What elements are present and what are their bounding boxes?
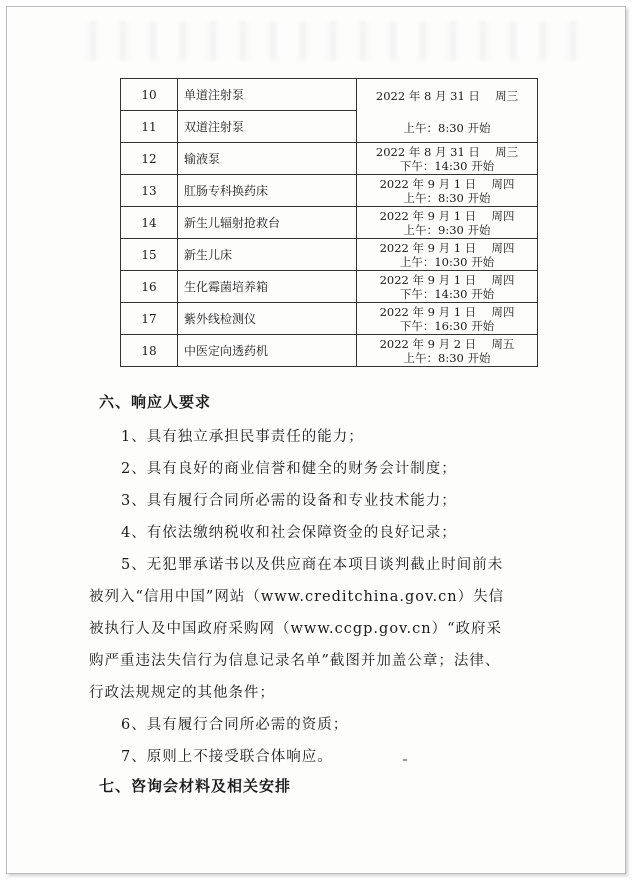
meeting-time: 下午：14:30 开始 <box>399 286 495 301</box>
table-row <box>121 79 538 111</box>
row-number: 11 <box>121 111 178 143</box>
meeting-time: 上午：8:30 开始 <box>403 190 491 205</box>
meeting-date: 2022 年 9 月 1 日 周四 <box>379 304 515 319</box>
meeting-time: 上午：8:30 开始 <box>403 121 491 135</box>
scan-speck <box>403 759 407 761</box>
device-name: 单道注射泵 <box>178 79 357 111</box>
device-name: 生化霉菌培养箱 <box>178 271 357 303</box>
requirement-item: 4、有依法缴纳税收和社会保障资金的良好记录； <box>121 525 457 541</box>
device-name: 新生儿床 <box>178 239 357 271</box>
table-row <box>121 271 538 303</box>
requirement-item: 2、具有良好的商业信誉和健全的财务会计制度； <box>121 461 457 477</box>
requirement-item: 3、具有履行合同所必需的设备和专业技术能力； <box>121 493 457 509</box>
schedule-cell <box>357 239 538 271</box>
row-number: 10 <box>121 79 178 111</box>
meeting-date: 2022 年 9 月 1 日 周四 <box>379 208 515 223</box>
schedule-table <box>120 78 538 367</box>
device-name: 新生儿辐射抢救台 <box>178 207 357 239</box>
device-name: 双道注射泵 <box>178 111 357 143</box>
section-6-heading: 六、响应人要求 <box>99 393 212 411</box>
requirement-item: 7、原则上不接受联合体响应。 <box>121 749 333 765</box>
row-number: 16 <box>121 271 178 303</box>
meeting-time: 上午：9:30 开始 <box>403 222 491 237</box>
requirement-item-5-line3: 被执行人及中国政府采购网（www.ccgp.gov.cn）“政府采 <box>89 621 503 637</box>
schedule-cell <box>357 303 538 335</box>
table-row <box>121 335 538 367</box>
merged-time-cell <box>357 79 538 143</box>
requirement-item-5-line2: 被列入“信用中国”网站（www.creditchina.gov.cn）失信 <box>89 589 505 605</box>
device-name: 紫外线检测仪 <box>178 303 357 335</box>
device-name: 输液泵 <box>178 143 357 175</box>
requirement-item-5-line4: 购严重违法失信行为信息记录名单”截图并加盖公章；法律、 <box>89 653 501 669</box>
section-7-heading: 七、咨询会材料及相关安排 <box>99 777 292 795</box>
meeting-date: 2022 年 9 月 1 日 周四 <box>379 272 515 287</box>
table-row <box>121 143 538 175</box>
schedule-cell <box>357 143 538 175</box>
schedule-cell <box>357 207 538 239</box>
document-page <box>6 6 626 874</box>
row-number: 15 <box>121 239 178 271</box>
requirement-item-5-line5: 行政法规规定的其他条件； <box>89 685 275 701</box>
meeting-time: 下午：16:30 开始 <box>399 318 495 333</box>
bleed-through-shadow <box>67 21 587 61</box>
meeting-date: 2022 年 9 月 1 日 周四 <box>379 176 515 191</box>
meeting-time: 下午：14:30 开始 <box>399 158 495 173</box>
row-number: 12 <box>121 143 178 175</box>
meeting-date: 2022 年 8 月 31 日 周三 <box>375 144 519 159</box>
device-name: 肛肠专科换药床 <box>178 175 357 207</box>
row-number: 14 <box>121 207 178 239</box>
table-row <box>121 207 538 239</box>
schedule-cell <box>357 335 538 367</box>
meeting-date: 2022 年 9 月 1 日 周四 <box>379 240 515 255</box>
schedule-cell <box>357 271 538 303</box>
meeting-time: 上午：10:30 开始 <box>399 254 495 269</box>
meeting-date: 2022 年 9 月 2 日 周五 <box>379 336 515 351</box>
meeting-time: 上午：8:30 开始 <box>403 350 491 365</box>
table-row <box>121 239 538 271</box>
row-number: 18 <box>121 335 178 367</box>
requirement-item: 1、具有独立承担民事责任的能力； <box>121 429 364 445</box>
row-number: 17 <box>121 303 178 335</box>
row-number: 13 <box>121 175 178 207</box>
device-name: 中医定向透药机 <box>178 335 357 367</box>
table-row <box>121 303 538 335</box>
table-row <box>121 175 538 207</box>
meeting-date: 2022 年 8 月 31 日 周三 <box>375 89 519 103</box>
schedule-cell <box>357 175 538 207</box>
requirement-item: 6、具有履行合同所必需的资质； <box>121 717 349 733</box>
requirement-item-5-line1: 5、无犯罪承诺书以及供应商在本项目谈判截止时间前未 <box>121 557 504 573</box>
